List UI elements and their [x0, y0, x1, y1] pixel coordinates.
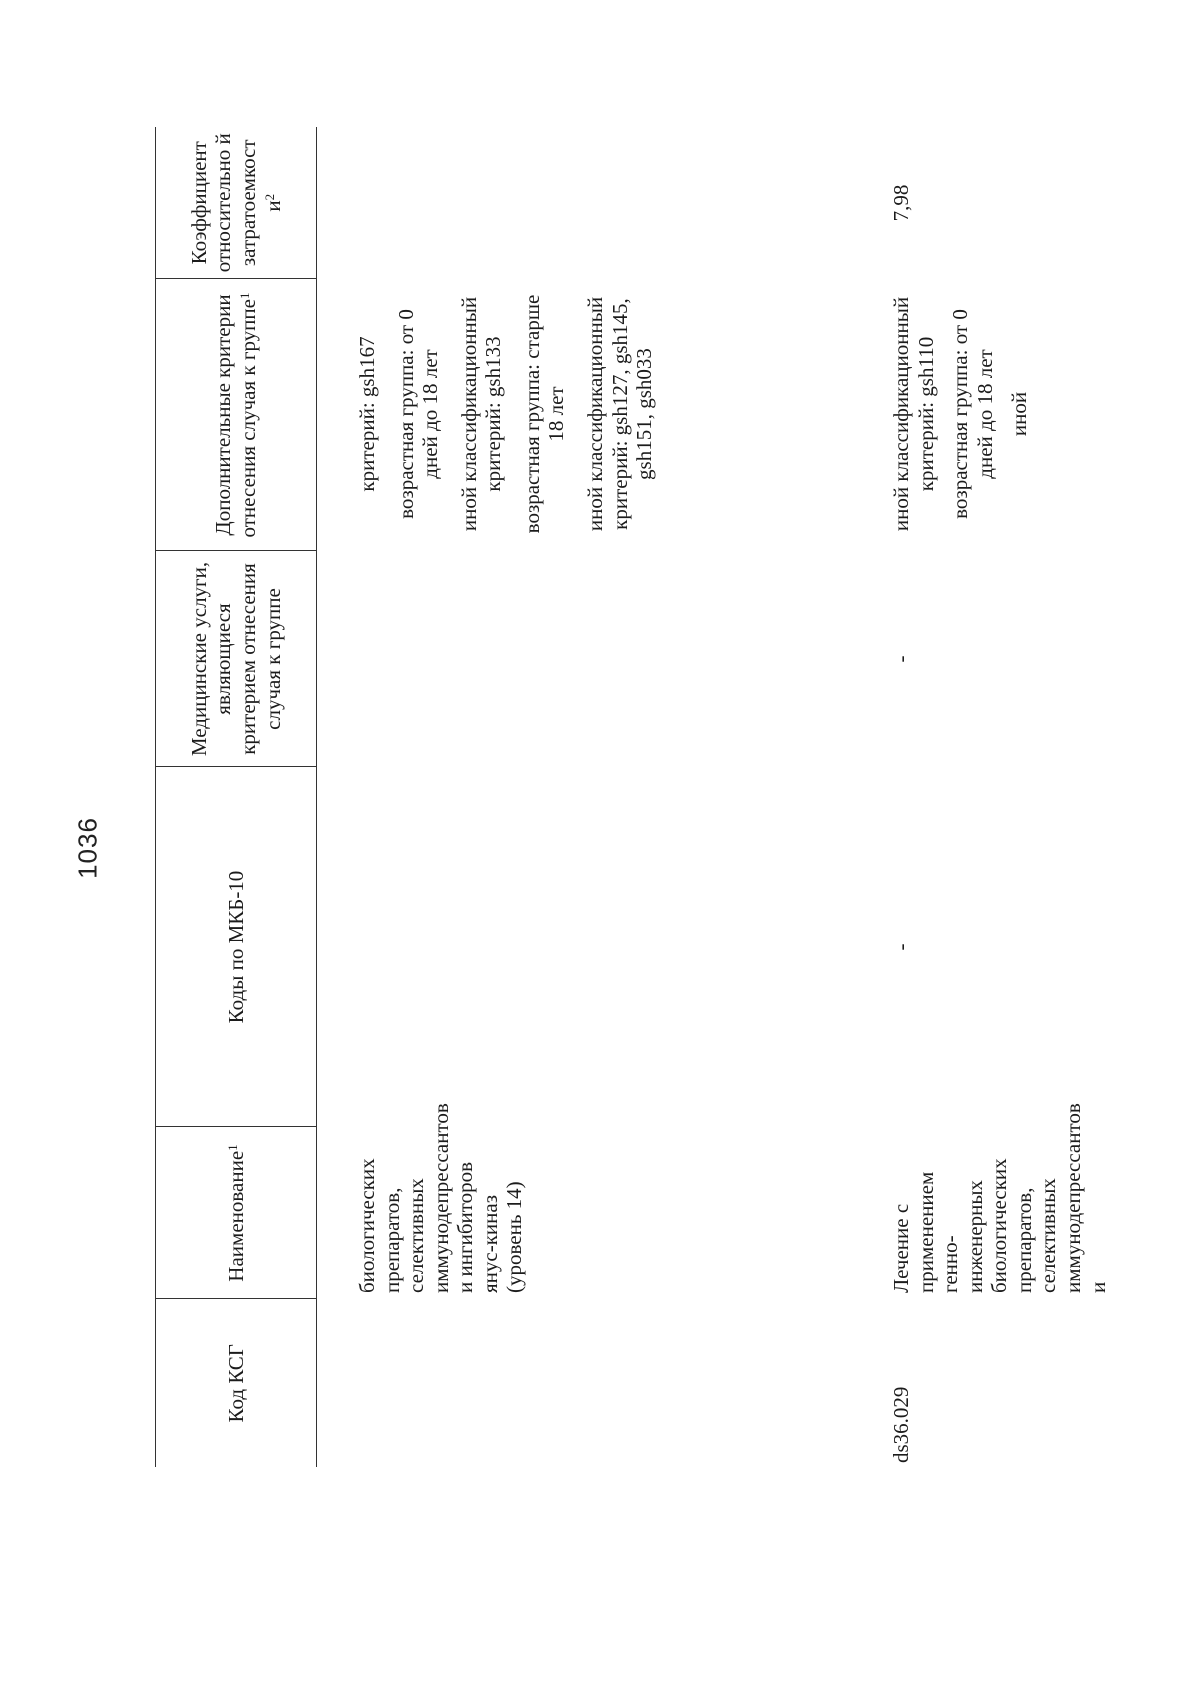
cell-name: Лечение с применением генно-инженерных биологических препаратов, селективных иммунодепрессантов и	[889, 1103, 1110, 1293]
criterion: иной классификационный критерий: gsh133	[456, 296, 506, 532]
header-name-footnote: 1	[224, 1144, 240, 1151]
cell-coefficient	[317, 127, 860, 279]
cell-icd	[317, 767, 860, 1127]
table-row	[317, 127, 860, 1467]
criterion: иной	[1007, 391, 1032, 437]
criterion: критерий: gsh167	[355, 336, 379, 492]
criterion: иной классификационный критерий: gsh127, gsh145, gsh151, gsh033	[582, 296, 657, 532]
page-number: 1036	[72, 817, 103, 879]
header-name: Наименование$^1$	[156, 1127, 317, 1299]
header-medical-services: Медицинские услуги, являющиеся критерием отнесения случая к группе	[156, 551, 317, 767]
cell-code: ds36.029	[889, 1386, 913, 1463]
header-icd-codes: Коды по МКБ-10	[156, 767, 317, 1127]
cell-icd: -	[889, 943, 913, 951]
cell-criteria	[317, 279, 860, 551]
header-code: Код КСГ	[156, 1299, 317, 1467]
criterion: возрастная группа: от 0 дней до 18 лет	[948, 309, 997, 519]
header-coefficient: Коэффициент относительно й затратоемкост $и^2$	[156, 127, 317, 279]
criterion: возрастная группа: от 0 дней до 18 лет	[393, 309, 443, 519]
cell-services: -	[889, 655, 913, 663]
cell-services	[317, 551, 860, 767]
cell-name: биологических препаратов, селективных иммунодепрессантов и ингибиторов янус-киназ (уровень 14)	[355, 1103, 527, 1293]
cell-code	[317, 1299, 860, 1467]
table-row	[859, 127, 1114, 1467]
header-additional-footnote: 1	[237, 292, 253, 300]
header-additional-criteria: Дополнительные критерии отнесения случая к группе$^1$	[156, 279, 317, 551]
cell-coefficient: 7,98	[889, 184, 913, 222]
header-row	[156, 127, 317, 1467]
criterion: возрастная группа: старше 18 лет	[519, 294, 569, 534]
table-header	[156, 127, 317, 1467]
ksg-table	[155, 127, 1114, 1467]
criterion: иной классификационный критерий: gsh110	[889, 296, 938, 532]
rotated-table-sheet	[155, 127, 1110, 1467]
cell-criteria	[859, 279, 1114, 551]
header-coefficient-footnote: 2	[261, 193, 277, 201]
